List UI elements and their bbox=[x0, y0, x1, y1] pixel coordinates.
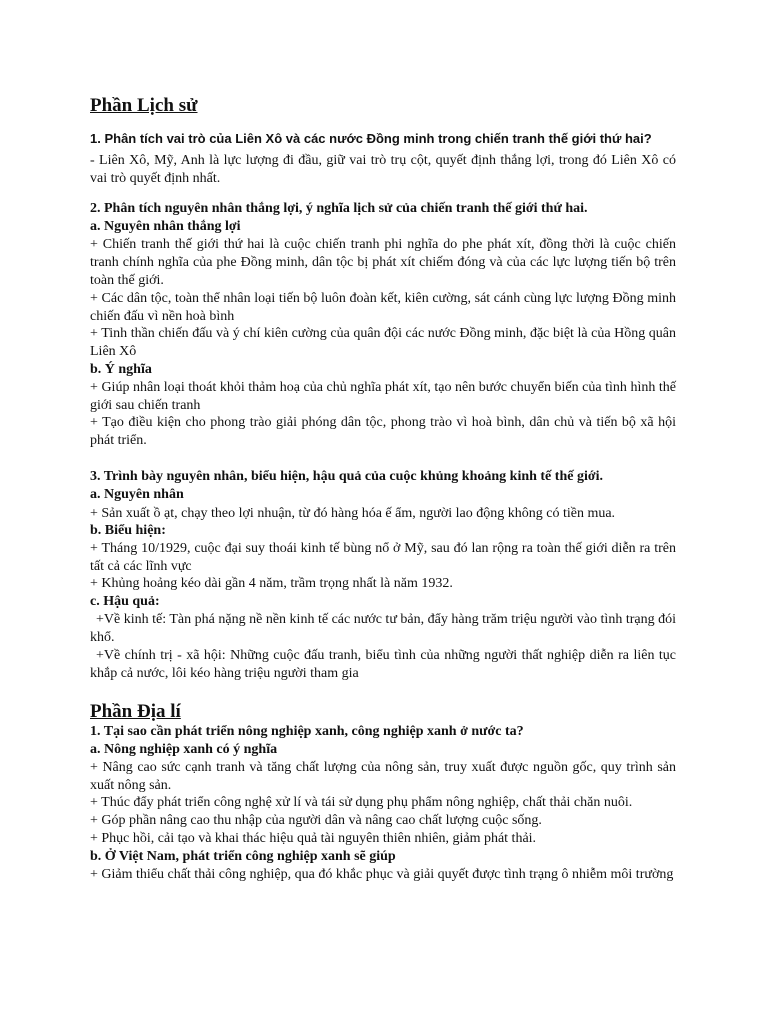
geography-q1-a-item: + Thúc đẩy phát triển công nghệ xử lí và tái sử dụng phụ phẩm nông nghiệp, chất thải chăn nuôi. bbox=[90, 795, 633, 810]
history-q3-question: 3. Trình bày nguyên nhân, biểu hiện, hậu quả của cuộc khủng khoảng kinh tế thế giới. bbox=[90, 469, 603, 484]
history-q2-a-item: + Tinh thần chiến đấu và ý chí kiên cường của quân đội các nước Đồng minh, đặc biệt là của Hồng quân Liên Xô bbox=[90, 326, 676, 359]
geography-q1-b-item: + Giảm thiểu chất thải công nghiệp, qua đó khắc phục và giải quyết được tình trạng ô nhiễm môi trường bbox=[90, 867, 674, 882]
history-q2-a-heading: a. Nguyên nhân thắng lợi bbox=[90, 219, 241, 234]
geography-section-title: Phần Địa lí bbox=[90, 701, 181, 722]
history-q2-a-item: + Các dân tộc, toàn thể nhân loại tiến bộ luôn đoàn kết, kiên cường, sát cánh cùng lực lượng Đồng minh chiến đấu vì nền hoà bình bbox=[90, 291, 676, 324]
history-q2-b-item: + Giúp nhân loại thoát khỏi thảm hoạ của chủ nghĩa phát xít, tạo nên bước chuyển biến của tình hình thế giới sau chiến tranh bbox=[90, 380, 676, 413]
geography-q1-a-item: + Góp phần nâng cao thu nhập của người dân và nâng cao chất lượng cuộc sống. bbox=[90, 813, 542, 828]
history-q3-c-heading: c. Hậu quả: bbox=[90, 594, 160, 609]
geography-q1-b-heading: b. Ở Việt Nam, phát triển công nghiệp xanh sẽ giúp bbox=[90, 849, 396, 864]
history-q2-question: 2. Phân tích nguyên nhân thắng lợi, ý nghĩa lịch sử của chiến tranh thế giới thứ hai. bbox=[90, 201, 588, 216]
history-q3-c-item: +Về kinh tế: Tàn phá nặng nề nền kinh tế các nước tư bản, đẩy hàng trăm triệu người vào tình trạng đói khổ. bbox=[90, 612, 676, 645]
history-q3-a-heading: a. Nguyên nhân bbox=[90, 487, 184, 502]
history-q3-c-item: +Về chính trị - xã hội: Những cuộc đấu tranh, biểu tình của những người thất nghiệp diễn ra liên tục khắp cả nước, lôi kéo hàng triệu người tham gia bbox=[90, 648, 676, 681]
geography-q1-a-heading: a. Nông nghiệp xanh có ý nghĩa bbox=[90, 742, 278, 757]
history-q1-answer: - Liên Xô, Mỹ, Anh là lực lượng đi đầu, giữ vai trò trụ cột, quyết định thắng lợi, trong đó Liên Xô có vai trò quyết định nhất. bbox=[90, 153, 676, 186]
history-q3-a-item: + Sản xuất ồ ạt, chạy theo lợi nhuận, từ đó hàng hóa ế ẩm, người lao động không có tiền mua. bbox=[90, 506, 616, 521]
geography-q1-a-item: + Phục hồi, cải tạo và khai thác hiệu quả tài nguyên thiên nhiên, giảm phát thải. bbox=[90, 831, 537, 846]
history-q2-b-item: + Tạo điều kiện cho phong trào giải phóng dân tộc, phong trào vì hoà bình, dân chủ và tiến bộ xã hội phát triển. bbox=[90, 415, 676, 448]
geography-q1-a-item: + Nâng cao sức cạnh tranh và tăng chất lượng của nông sản, truy xuất được nguồn gốc, quy trình sản xuất nông sản. bbox=[90, 760, 676, 793]
history-q2-b-heading: b. Ý nghĩa bbox=[90, 362, 152, 377]
history-q3-b-heading: b. Biểu hiện: bbox=[90, 523, 166, 538]
history-q1-question: 1. Phân tích vai trò của Liên Xô và các nước Đồng minh trong chiến tranh thế giới thứ hai? bbox=[90, 131, 652, 146]
history-section-title: Phần Lịch sử bbox=[90, 95, 198, 116]
history-q3-b-item: + Tháng 10/1929, cuộc đại suy thoái kinh tế bùng nổ ở Mỹ, sau đó lan rộng ra toàn thế giới diễn ra trên tất cả các lĩnh vực bbox=[90, 541, 676, 574]
history-q2-a-item: + Chiến tranh thế giới thứ hai là cuộc chiến tranh phi nghĩa do phe phát xít, đồng thời là cuộc chiến tranh chính nghĩa của phe Đồng minh, dân tộc bị phát xít chiếm đóng và của các lực lượng tiến bộ trên toàn thế giới. bbox=[90, 237, 676, 288]
geography-q1-question: 1. Tại sao cần phát triển nông nghiệp xanh, công nghiệp xanh ở nước ta? bbox=[90, 724, 524, 739]
history-q3-b-item: + Khủng hoảng kéo dài gần 4 năm, trầm trọng nhất là năm 1932. bbox=[90, 576, 453, 591]
